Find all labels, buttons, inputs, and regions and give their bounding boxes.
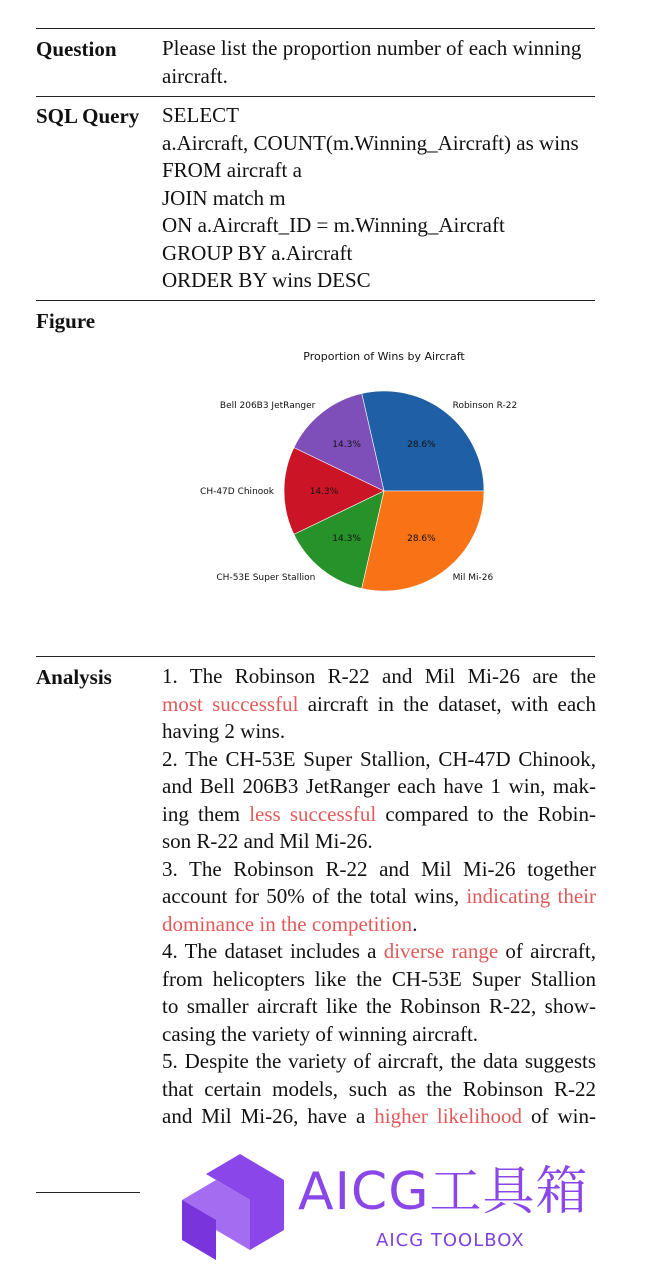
question-label: Question bbox=[36, 37, 117, 61]
chart-title: Proportion of Wins by Aircraft bbox=[303, 350, 465, 363]
analysis-line bbox=[162, 691, 596, 719]
analysis-line bbox=[162, 1076, 596, 1104]
sql-label: SQL Query bbox=[36, 104, 140, 128]
analysis-text-span: . bbox=[412, 911, 418, 936]
sql-line: ORDER BY wins DESC bbox=[162, 268, 371, 292]
sql-line: ON a.Aircraft_ID = m.Winning_Aircraft bbox=[162, 213, 505, 237]
analysis-line bbox=[162, 828, 596, 856]
sql-line: JOIN match m bbox=[162, 185, 286, 210]
analysis-text-span: having 2 wins. bbox=[162, 719, 286, 743]
slice-category-label: Mil Mi-26 bbox=[452, 573, 494, 583]
watermark-subtitle: AICG TOOLBOX bbox=[376, 1230, 525, 1251]
analysis-line bbox=[162, 883, 596, 911]
slice-percent-label: 28.6% bbox=[407, 533, 436, 544]
analysis-text-span: aircraft in the dataset, with each bbox=[298, 691, 596, 716]
slice-percent-label: 14.3% bbox=[332, 533, 361, 544]
highlighted-phrase: higher likelihood bbox=[374, 1104, 523, 1128]
sql-line: GROUP BY a.Aircraft bbox=[162, 240, 353, 265]
analysis-line bbox=[162, 911, 596, 939]
sql-line: SELECT bbox=[162, 103, 239, 127]
analysis-line bbox=[162, 801, 596, 829]
analysis-text-span: to smaller aircraft like the Robinson R-22, show- bbox=[162, 994, 596, 1018]
analysis-line bbox=[162, 938, 596, 966]
analysis-text-span: son R-22 and Mil Mi-26. bbox=[162, 829, 373, 853]
analysis-text-span: compared to the Robin- bbox=[376, 801, 596, 826]
question-text bbox=[162, 35, 596, 90]
slice-percent-label: 14.3% bbox=[309, 487, 339, 497]
highlighted-phrase: less successful bbox=[249, 801, 377, 826]
row-divider bbox=[36, 96, 595, 97]
analysis-line bbox=[162, 718, 596, 746]
highlighted-phrase: indicating their bbox=[466, 884, 597, 908]
analysis-text-span: 3. The Robinson R-22 and Mil Mi-26 together bbox=[162, 856, 596, 881]
analysis-text bbox=[162, 663, 596, 1131]
analysis-text-span: 4. The dataset includes a bbox=[162, 939, 384, 963]
analysis-line bbox=[162, 993, 596, 1021]
analysis-text-span: account for 50% of the total wins, bbox=[162, 884, 467, 908]
watermark-title: AICG工具箱 bbox=[298, 1162, 589, 1222]
analysis-label: Analysis bbox=[36, 665, 112, 689]
sql-code bbox=[162, 102, 596, 295]
highlighted-phrase: dominance in the competition bbox=[162, 911, 413, 936]
analysis-text-span: 5. Despite the variety of aircraft, the data suggests bbox=[162, 1049, 596, 1073]
analysis-line bbox=[162, 663, 596, 691]
analysis-line bbox=[162, 1048, 596, 1076]
analysis-text-span: ing them bbox=[162, 801, 250, 826]
analysis-text-span: 1. The Robinson R-22 and Mil Mi-26 are the bbox=[162, 664, 596, 688]
analysis-line bbox=[162, 773, 596, 801]
slice-category-label: Robinson R-22 bbox=[452, 401, 518, 411]
table-bottom-rule bbox=[36, 1192, 140, 1193]
analysis-text-span: and Mil Mi-26, have a bbox=[162, 1104, 375, 1128]
analysis-line bbox=[162, 856, 596, 884]
analysis-line bbox=[162, 1021, 596, 1049]
analysis-text-span: of win- bbox=[522, 1104, 597, 1128]
highlighted-phrase: diverse range bbox=[383, 939, 499, 963]
analysis-line bbox=[162, 966, 596, 994]
analysis-text-span: and Bell 206B3 JetRanger each have 1 win, mak- bbox=[162, 774, 596, 798]
question-line: Please list the proportion number of each winning bbox=[162, 36, 582, 60]
aicg-logo-icon bbox=[176, 1152, 288, 1264]
analysis-line bbox=[162, 746, 596, 774]
table-top-rule bbox=[36, 28, 595, 29]
analysis-text-span: that certain models, such as the Robinson R-22 bbox=[162, 1076, 596, 1101]
analysis-text-span: casing the variety of winning aircraft. bbox=[162, 1021, 479, 1046]
pie-chart bbox=[0, 330, 656, 630]
sql-line: a.Aircraft, COUNT(m.Winning_Aircraft) as wins bbox=[162, 130, 579, 155]
slice-percent-label: 28.6% bbox=[407, 440, 436, 451]
highlighted-phrase: most successful bbox=[162, 691, 299, 716]
slice-category-label: CH-53E Super Stallion bbox=[216, 573, 316, 583]
row-divider bbox=[36, 656, 595, 657]
figure-label: Figure bbox=[36, 309, 96, 333]
question-line: aircraft. bbox=[162, 63, 228, 88]
row-divider bbox=[36, 300, 595, 301]
analysis-text-span: of aircraft, bbox=[498, 939, 596, 963]
analysis-line bbox=[162, 1103, 596, 1131]
analysis-text-span: from helicopters like the CH-53E Super Stallion bbox=[162, 966, 596, 991]
analysis-text-span: 2. The CH-53E Super Stallion, CH-47D Chinook, bbox=[162, 746, 596, 771]
sql-line: FROM aircraft a bbox=[162, 158, 302, 182]
slice-category-label: Bell 206B3 JetRanger bbox=[219, 401, 316, 411]
slice-category-label: CH-47D Chinook bbox=[200, 487, 274, 497]
slice-percent-label: 14.3% bbox=[332, 440, 361, 451]
